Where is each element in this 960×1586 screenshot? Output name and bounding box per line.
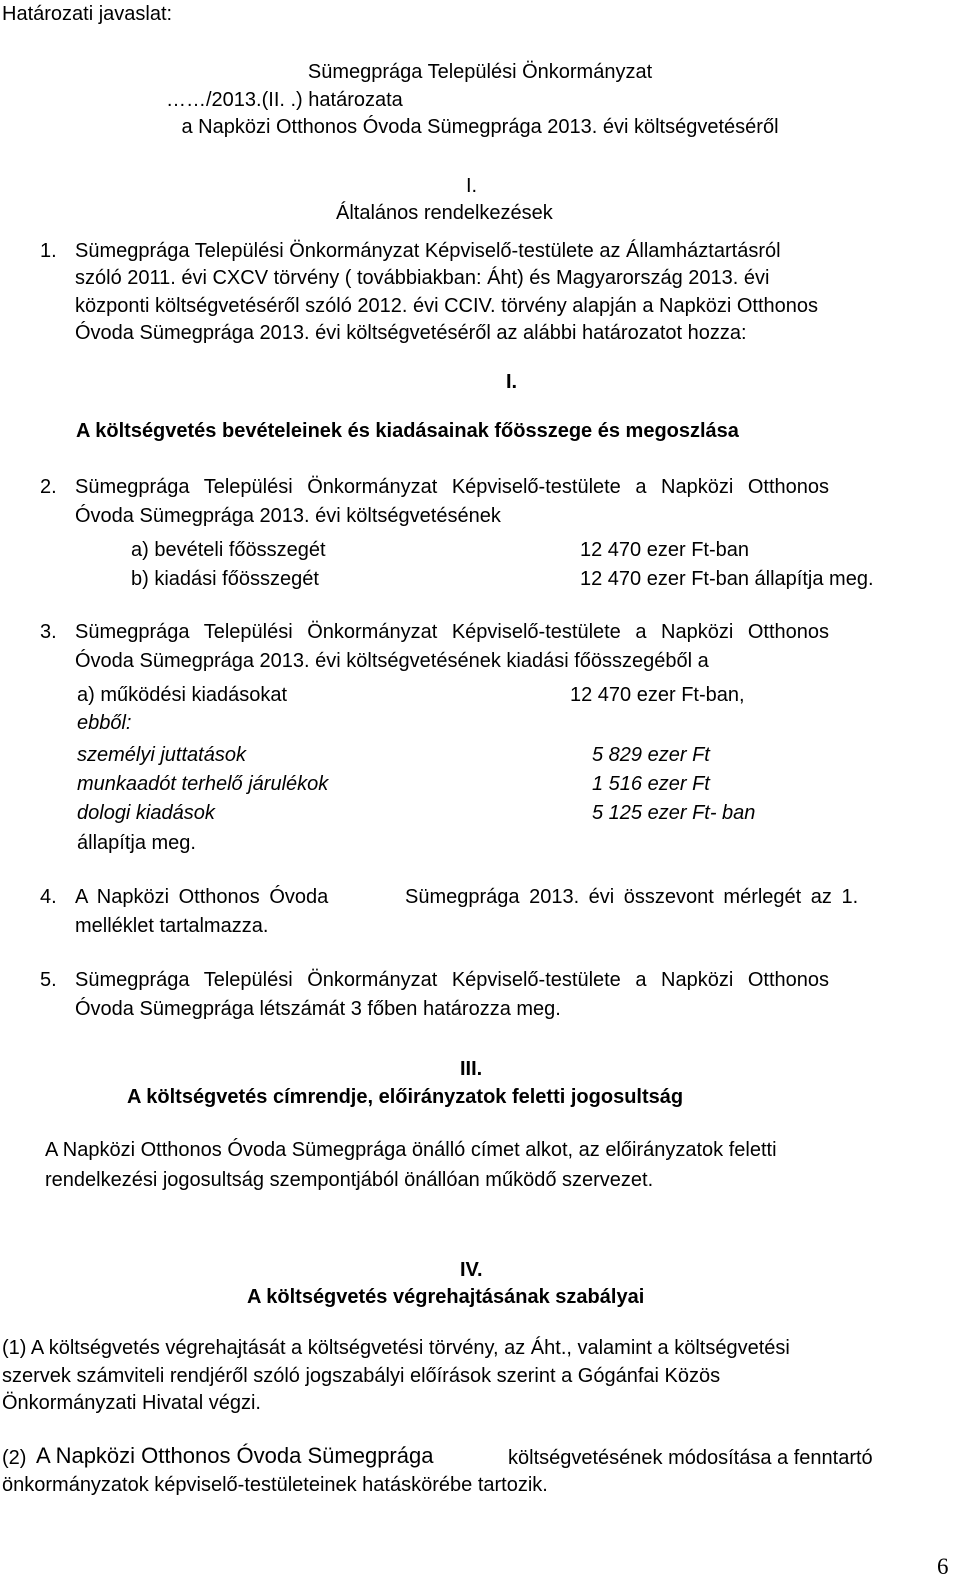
paragraph-1-line-3: központi költségvetéséről szóló 2012. évi CCIV. törvény alapján a Napközi Otthonos bbox=[75, 295, 819, 317]
paragraph-3-number: 3. bbox=[40, 621, 57, 643]
paragraph-4-line-1a: A Napközi Otthonos Óvoda bbox=[75, 886, 329, 908]
paragraph-7-line-1: (1) A költségvetés végrehajtását a költségvetési törvény, az Áht., valamint a költségvetési bbox=[2, 1337, 790, 1359]
expenditure-value: 12 470 ezer Ft-ban állapítja meg. bbox=[580, 568, 874, 590]
revenue-label: a) bevételi főösszegét bbox=[131, 539, 326, 561]
paragraph-8-line-1-lead: A Napközi Otthonos Óvoda Sümegprága bbox=[36, 1443, 434, 1468]
paragraph-4-number: 4. bbox=[40, 886, 57, 908]
paragraph-3-closing: állapítja meg. bbox=[77, 832, 196, 854]
page-number: 6 bbox=[937, 1554, 949, 1579]
section-4-number: IV. bbox=[460, 1259, 483, 1281]
section-1-number: I. bbox=[466, 175, 478, 197]
paragraph-6-line-2: rendelkezési jogosultság szempontjából önállóan működő szervezet. bbox=[45, 1169, 654, 1191]
operating-expenses-label: a) működési kiadásokat bbox=[77, 684, 288, 706]
employer-contributions-label: munkaadót terhelő járulékok bbox=[77, 773, 329, 795]
paragraph-4-line-1b: Sümegprága 2013. évi összevont mérlegét az 1. bbox=[405, 886, 859, 908]
paragraph-5-number: 5. bbox=[40, 969, 57, 991]
paragraph-2-line-1: Sümegprága Települési Önkormányzat Képviselő-testülete a Napközi Otthonos bbox=[75, 476, 830, 498]
section-1-title: Általános rendelkezések bbox=[336, 202, 553, 224]
header-line-2: ……/2013.(II. .) határozata bbox=[166, 89, 403, 111]
section-3-title: A költségvetés címrendje, előirányzatok feletti jogosultság bbox=[127, 1086, 684, 1108]
paragraph-3-line-2: Óvoda Sümegprága 2013. évi költségvetésének kiadási főösszegéből a bbox=[75, 650, 709, 672]
paragraph-1-line-4: Óvoda Sümegprága 2013. évi költségvetéséről az alábbi határozatot hozza: bbox=[75, 322, 747, 344]
employer-contributions-value: 1 516 ezer Ft bbox=[592, 773, 710, 795]
material-expenses-label: dologi kiadások bbox=[77, 802, 215, 824]
expenditure-label: b) kiadási főösszegét bbox=[131, 568, 319, 590]
paragraph-4-line-2: melléklet tartalmazza. bbox=[75, 915, 269, 937]
paragraph-6-line-1: A Napközi Otthonos Óvoda Sümegprága önálló címet alkot, az előirányzatok feletti bbox=[45, 1139, 777, 1161]
section-2-title: A költségvetés bevételeinek és kiadásainak főösszege és megoszlása bbox=[76, 420, 739, 442]
paragraph-1-line-1: Sümegprága Települési Önkormányzat Képviselő-testülete az Államháztartásról bbox=[75, 240, 781, 262]
personnel-label: személyi juttatások bbox=[77, 744, 246, 766]
paragraph-7-line-2: szervek számviteli rendjéről szóló jogszabályi előírások szerint a Gógánfai Közös bbox=[2, 1365, 721, 1387]
section-3-number: III. bbox=[460, 1058, 483, 1080]
personnel-value: 5 829 ezer Ft bbox=[592, 744, 710, 766]
paragraph-8-line-1-rest: költségvetésének módosítása a fenntartó bbox=[508, 1447, 873, 1469]
paragraph-1-number: 1. bbox=[40, 240, 57, 262]
header-line-3: a Napközi Otthonos Óvoda Sümegprága 2013. évi költségvetéséről bbox=[181, 116, 779, 138]
revenue-value: 12 470 ezer Ft-ban bbox=[580, 539, 749, 561]
paragraph-8-line-2: önkormányzatok képviselő-testületeinek hatáskörébe tartozik. bbox=[2, 1474, 548, 1496]
paragraph-8-number: (2) bbox=[2, 1447, 27, 1469]
paragraph-3-line-1: Sümegprága Települési Önkormányzat Képviselő-testülete a Napközi Otthonos bbox=[75, 621, 830, 643]
section-2-number: I. bbox=[506, 371, 518, 393]
paragraph-5-line-2: Óvoda Sümegprága létszámát 3 főben határozza meg. bbox=[75, 998, 561, 1020]
paragraph-2-line-2: Óvoda Sümegprága 2013. évi költségvetésének bbox=[75, 505, 501, 527]
paragraph-2-number: 2. bbox=[40, 476, 57, 498]
intro-label: Határozati javaslat: bbox=[2, 3, 173, 25]
header-line-1: Sümegprága Települési Önkormányzat bbox=[307, 61, 653, 83]
paragraph-5-line-1: Sümegprága Települési Önkormányzat Képviselő-testülete a Napközi Otthonos bbox=[75, 969, 830, 991]
operating-expenses-value: 12 470 ezer Ft-ban, bbox=[570, 684, 745, 706]
section-4-title: A költségvetés végrehajtásának szabályai bbox=[247, 1286, 645, 1308]
paragraph-7-line-3: Önkormányzati Hivatal végzi. bbox=[2, 1392, 261, 1414]
of-which-label: ebből: bbox=[77, 712, 132, 734]
paragraph-1-line-2: szóló 2011. évi CXCV törvény ( továbbiakban: Áht) és Magyarország 2013. évi bbox=[75, 267, 770, 289]
material-expenses-value: 5 125 ezer Ft- ban bbox=[592, 802, 756, 824]
